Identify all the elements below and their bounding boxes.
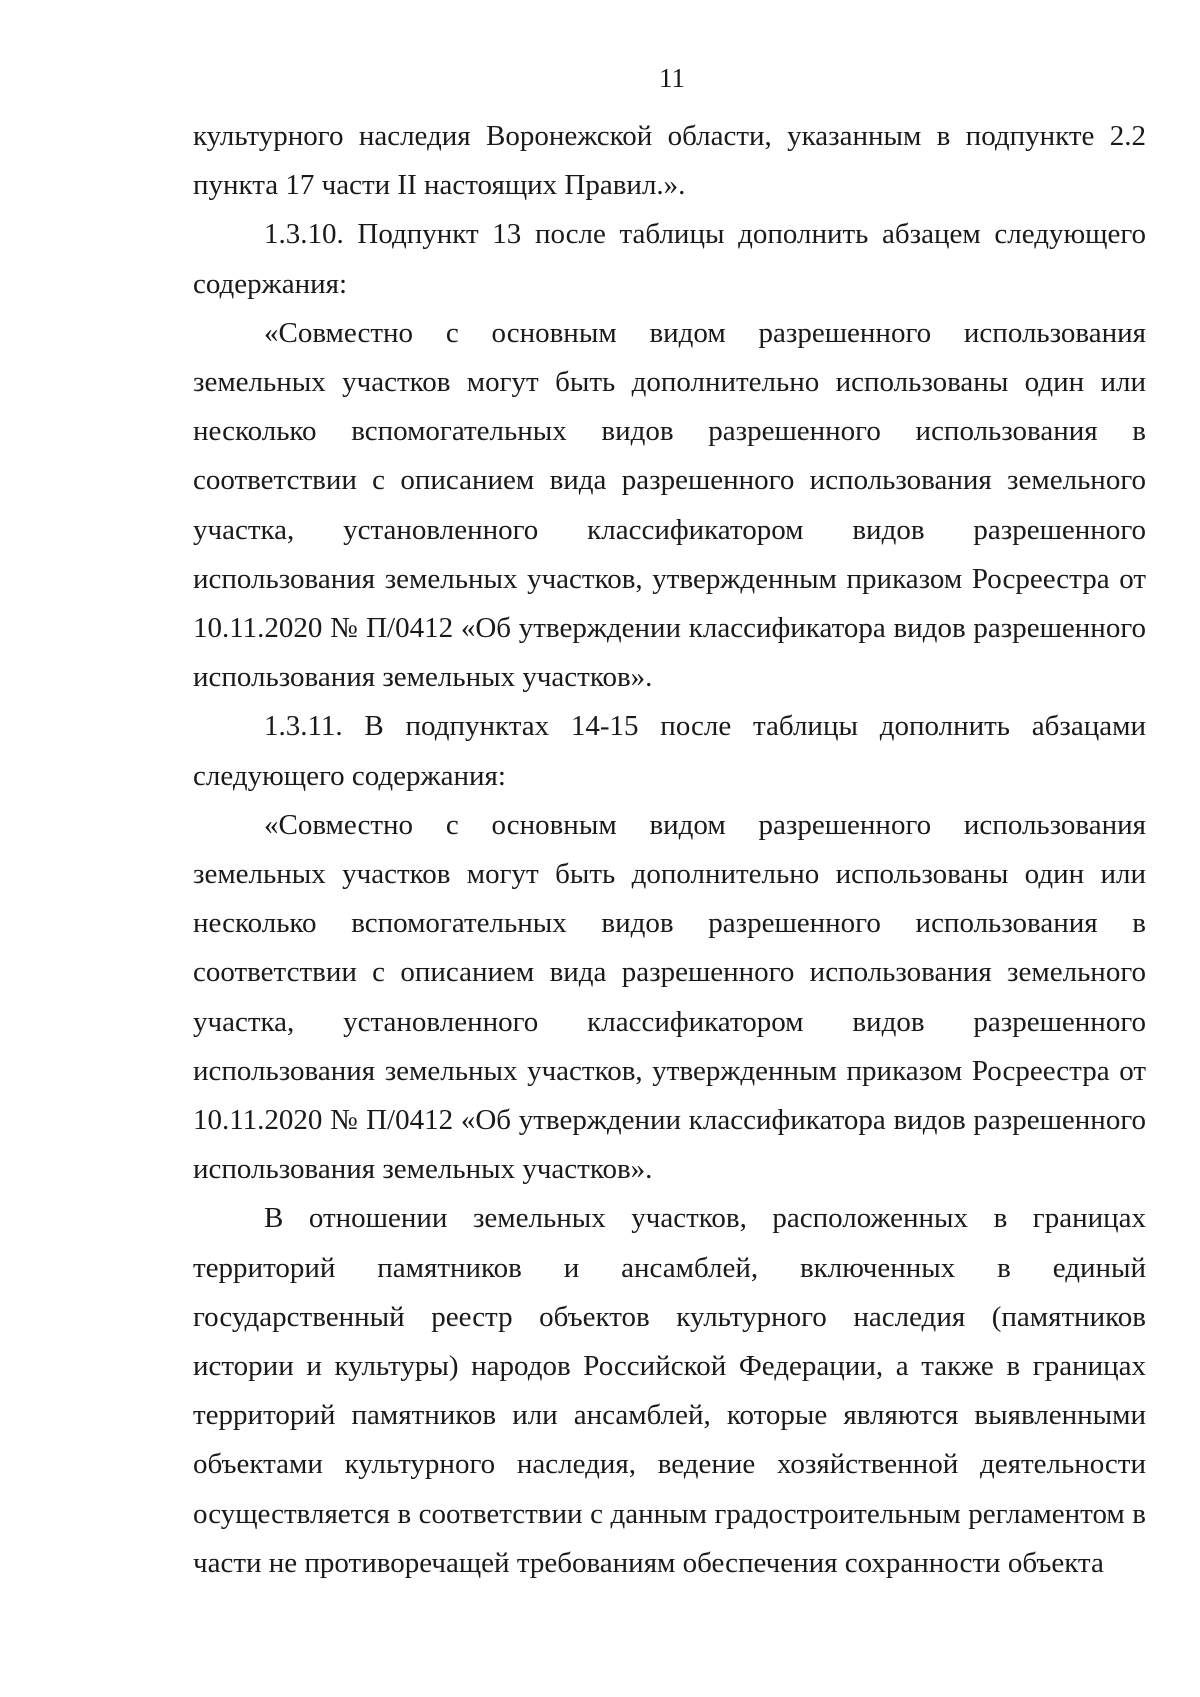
paragraph-quote-1: «Совместно с основным видом разрешенного использования земельных участков могут быть дополнительно использованы один или несколько вспомогательных видов разрешенного использования в соответствии с описанием вида разрешенного использования земельного участка, установленного классификатором видов разрешенного использования земельных участков, утвержденным приказом Росреестра от 10.11.2020 № П/0412 «Об утверждении классификатора видов разрешенного использования земельных участков».	[193, 316, 1146, 694]
paragraph-continuation: культурного наследия Воронежской области, указанным в подпункте 2.2 пункта 17 части II настоящих Правил.».	[193, 120, 1146, 202]
document-body	[193, 112, 1146, 1588]
paragraph-quote-2: «Совместно с основным видом разрешенного использования земельных участков могут быть дополнительно использованы один или несколько вспомогательных видов разрешенного использования в соответствии с описанием вида разрешенного использования земельного участка, установленного классификатором видов разрешенного использования земельных участков, утвержденным приказом Росреестра от 10.11.2020 № П/0412 «Об утверждении классификатора видов разрешенного использования земельных участков».	[193, 808, 1146, 1186]
paragraph-item-1-3-10: 1.3.10. Подпункт 13 после таблицы дополнить абзацем следующего содержания:	[193, 218, 1146, 300]
paragraph-cultural-heritage: В отношении земельных участков, расположенных в границах территорий памятников и ансамблей, включенных в единый государственный реестр объектов культурного наследия (памятников истории и культуры) народов Российской Федерации, а также в границах территорий памятников или ансамблей, которые являются выявленными объектами культурного наследия, ведение хозяйственной деятельности осуществляется в соответствии с данным градостроительным регламентом в части не противоречащей требованиям обеспечения сохранности объекта	[193, 1202, 1146, 1579]
page-number: 11	[659, 63, 685, 93]
paragraph-item-1-3-11: 1.3.11. В подпунктах 14-15 после таблицы дополнить абзацами следующего содержания:	[193, 710, 1146, 792]
